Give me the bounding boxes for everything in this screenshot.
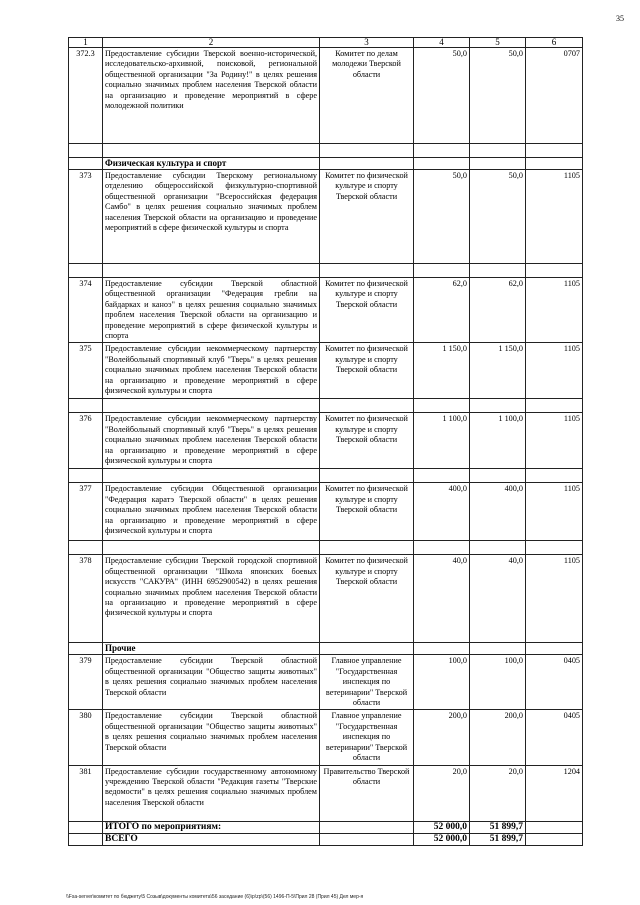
spacer-row — [69, 469, 583, 483]
row-organization: Комитет по физической культуре и спорту Тверской области — [320, 413, 414, 469]
spacer-row — [69, 264, 583, 278]
table-row — [69, 48, 583, 144]
row-description: Предоставление субсидии некоммерческому партнерству "Волейбольный спортивный клуб "Тверь" в целях решения социально значимых проблем населения Тверской области на организацию и проведение мероприятий в сфере физической культуры и спорта — [103, 413, 320, 469]
table-row — [69, 555, 583, 643]
table-row — [69, 655, 583, 710]
empty-cell — [414, 158, 470, 170]
empty-cell — [103, 264, 320, 278]
file-path-footer: \\Fsa-server\комитет по бюджету\5 Созыв\документы комитета\56 заседание (6)\р\zp\(56) 1496-П-5\Прил 28 (Прил 45) Дел мер-я — [66, 894, 364, 900]
row-organization: Комитет по физической культуре и спорту Тверской области — [320, 483, 414, 541]
total-label: ВСЕГО — [103, 833, 320, 845]
empty-cell — [526, 821, 583, 833]
row-organization: Главное управление "Государственная инспекция по ветеринарии" Тверской области — [320, 655, 414, 710]
row-actual-amount: 50,0 — [470, 48, 526, 144]
empty-cell — [526, 541, 583, 555]
empty-cell — [414, 541, 470, 555]
row-actual-amount: 1 100,0 — [470, 413, 526, 469]
column-header: 3 — [320, 38, 414, 48]
row-code: 1105 — [526, 170, 583, 264]
row-planned-amount: 50,0 — [414, 170, 470, 264]
row-organization: Комитет по делам молодежи Тверской области — [320, 48, 414, 144]
empty-cell — [69, 833, 103, 845]
table-row — [69, 413, 583, 469]
row-number: 380 — [69, 710, 103, 765]
empty-cell — [320, 541, 414, 555]
row-code: 0707 — [526, 48, 583, 144]
row-planned-amount: 20,0 — [414, 765, 470, 821]
empty-cell — [414, 144, 470, 158]
table-row — [69, 343, 583, 399]
empty-cell — [103, 399, 320, 413]
row-code: 1204 — [526, 765, 583, 821]
empty-cell — [414, 469, 470, 483]
empty-cell — [103, 144, 320, 158]
empty-cell — [69, 821, 103, 833]
section-row — [69, 643, 583, 655]
row-code: 0405 — [526, 710, 583, 765]
row-description: Предоставление субсидии Тверской военно-исторической, исследовательско-архивной, поисковой, региональной общественной организации "За Родину!" в целях решения социально значимых проблем населения Тверской области на организацию и проведение мероприятий в сфере молодежной политики — [103, 48, 320, 144]
empty-cell — [526, 158, 583, 170]
empty-cell — [320, 643, 414, 655]
row-number: 372.3 — [69, 48, 103, 144]
empty-cell — [526, 264, 583, 278]
row-planned-amount: 1 150,0 — [414, 343, 470, 399]
empty-cell — [526, 833, 583, 845]
empty-cell — [103, 541, 320, 555]
empty-cell — [526, 469, 583, 483]
row-description: Предоставление субсидии Общественной организации "Федерация каратэ Тверской области" в целях решения социально значимых проблем населения Тверской области на организацию и проведение мероприятий в сфере физической культуры и спорта — [103, 483, 320, 541]
row-organization: Комитет по физической культуре и спорту Тверской области — [320, 170, 414, 264]
row-description: Предоставление субсидии государственному автономному учреждению Тверской области "Редакция газеты "Тверские ведомости" в целях решения социально значимых проблем населения Тверской области — [103, 765, 320, 821]
empty-cell — [470, 144, 526, 158]
section-title: Физическая культура и спорт — [103, 158, 320, 170]
column-header: 2 — [103, 38, 320, 48]
empty-cell — [470, 158, 526, 170]
row-planned-amount: 40,0 — [414, 555, 470, 643]
section-title: Прочие — [103, 643, 320, 655]
table-row — [69, 483, 583, 541]
row-number: 373 — [69, 170, 103, 264]
row-planned-amount: 400,0 — [414, 483, 470, 541]
column-header: 1 — [69, 38, 103, 48]
table-row — [69, 278, 583, 343]
row-code: 1105 — [526, 413, 583, 469]
row-description: Предоставление субсидии Тверской областной общественной организации "Общество защиты животных" в целях решения социально значимых проблем населения Тверской области — [103, 710, 320, 765]
empty-cell — [470, 541, 526, 555]
empty-cell — [69, 264, 103, 278]
empty-cell — [414, 264, 470, 278]
spacer-row — [69, 144, 583, 158]
row-number: 381 — [69, 765, 103, 821]
row-actual-amount: 1 150,0 — [470, 343, 526, 399]
empty-cell — [320, 833, 414, 845]
empty-cell — [470, 399, 526, 413]
row-code: 1105 — [526, 555, 583, 643]
row-number: 378 — [69, 555, 103, 643]
table-row — [69, 765, 583, 821]
empty-cell — [320, 144, 414, 158]
column-number-header — [69, 38, 583, 48]
empty-cell — [526, 144, 583, 158]
row-code: 1105 — [526, 278, 583, 343]
row-code: 1105 — [526, 343, 583, 399]
table-body — [69, 38, 583, 846]
empty-cell — [320, 821, 414, 833]
row-organization: Комитет по физической культуре и спорту Тверской области — [320, 555, 414, 643]
row-description: Предоставление субсидии некоммерческому партнерству "Волейбольный спортивный клуб "Тверь" в целях решения социально значимых проблем населения Тверской области на организацию и проведение мероприятий в сфере физической культуры и спорта — [103, 343, 320, 399]
empty-cell — [69, 541, 103, 555]
empty-cell — [69, 144, 103, 158]
empty-cell — [470, 264, 526, 278]
row-number: 379 — [69, 655, 103, 710]
spacer-row — [69, 399, 583, 413]
empty-cell — [320, 264, 414, 278]
row-planned-amount: 50,0 — [414, 48, 470, 144]
empty-cell — [470, 469, 526, 483]
empty-cell — [526, 643, 583, 655]
empty-cell — [103, 469, 320, 483]
total-label: ИТОГО по мероприятиям: — [103, 821, 320, 833]
empty-cell — [320, 399, 414, 413]
row-description: Предоставление субсидии Тверской областной общественной организации "Федерация гребли на байдарках и каноэ" в целях решения социально значимых проблем населения Тверской области на организацию и проведение мероприятий в сфере физической культуры и спорта — [103, 278, 320, 343]
empty-cell — [69, 643, 103, 655]
empty-cell — [69, 158, 103, 170]
row-number: 376 — [69, 413, 103, 469]
row-organization: Комитет по физической культуре и спорту Тверской области — [320, 343, 414, 399]
total-actual-amount: 51 899,7 — [470, 821, 526, 833]
column-header: 4 — [414, 38, 470, 48]
empty-cell — [69, 399, 103, 413]
empty-cell — [320, 158, 414, 170]
empty-cell — [320, 469, 414, 483]
page-number: 35 — [616, 14, 624, 23]
row-actual-amount: 100,0 — [470, 655, 526, 710]
spacer-row — [69, 541, 583, 555]
column-header: 6 — [526, 38, 583, 48]
total-planned-amount: 52 000,0 — [414, 833, 470, 845]
section-row — [69, 158, 583, 170]
row-code: 0405 — [526, 655, 583, 710]
row-description: Предоставление субсидии Тверской областной общественной организации "Общество защиты животных" в целях решения социально значимых проблем населения Тверской области — [103, 655, 320, 710]
budget-table — [68, 37, 583, 846]
row-number: 377 — [69, 483, 103, 541]
total-actual-amount: 51 899,7 — [470, 833, 526, 845]
table-row — [69, 170, 583, 264]
total-planned-amount: 52 000,0 — [414, 821, 470, 833]
row-actual-amount: 200,0 — [470, 710, 526, 765]
empty-cell — [69, 469, 103, 483]
row-actual-amount: 50,0 — [470, 170, 526, 264]
row-planned-amount: 100,0 — [414, 655, 470, 710]
total-row — [69, 833, 583, 845]
row-planned-amount: 1 100,0 — [414, 413, 470, 469]
empty-cell — [414, 643, 470, 655]
row-description: Предоставление субсидии Тверскому региональному отделению общероссийской физкультурно-спортивной общественной организации "Всероссийская федерация Самбо" в целях решения социально значимых проблем населения Тверской области на организацию и проведение мероприятий в сфере физической культуры и спорта — [103, 170, 320, 264]
row-planned-amount: 62,0 — [414, 278, 470, 343]
row-actual-amount: 20,0 — [470, 765, 526, 821]
row-actual-amount: 40,0 — [470, 555, 526, 643]
row-organization: Правительство Тверской области — [320, 765, 414, 821]
row-organization: Главное управление "Государственная инспекция по ветеринарии" Тверской области — [320, 710, 414, 765]
column-header: 5 — [470, 38, 526, 48]
table-row — [69, 710, 583, 765]
row-actual-amount: 400,0 — [470, 483, 526, 541]
empty-cell — [526, 399, 583, 413]
row-planned-amount: 200,0 — [414, 710, 470, 765]
row-number: 374 — [69, 278, 103, 343]
row-code: 1105 — [526, 483, 583, 541]
total-row — [69, 821, 583, 833]
empty-cell — [414, 399, 470, 413]
row-number: 375 — [69, 343, 103, 399]
row-organization: Комитет по физической культуре и спорту Тверской области — [320, 278, 414, 343]
row-actual-amount: 62,0 — [470, 278, 526, 343]
row-description: Предоставление субсидии Тверской городской спортивной общественной организации "Школа японских боевых искусств "САКУРА" (ИНН 6952900542) в целях решения социально значимых проблем населения Тверской области на организацию и проведение мероприятий в сфере физической культуры и спорта — [103, 555, 320, 643]
empty-cell — [470, 643, 526, 655]
